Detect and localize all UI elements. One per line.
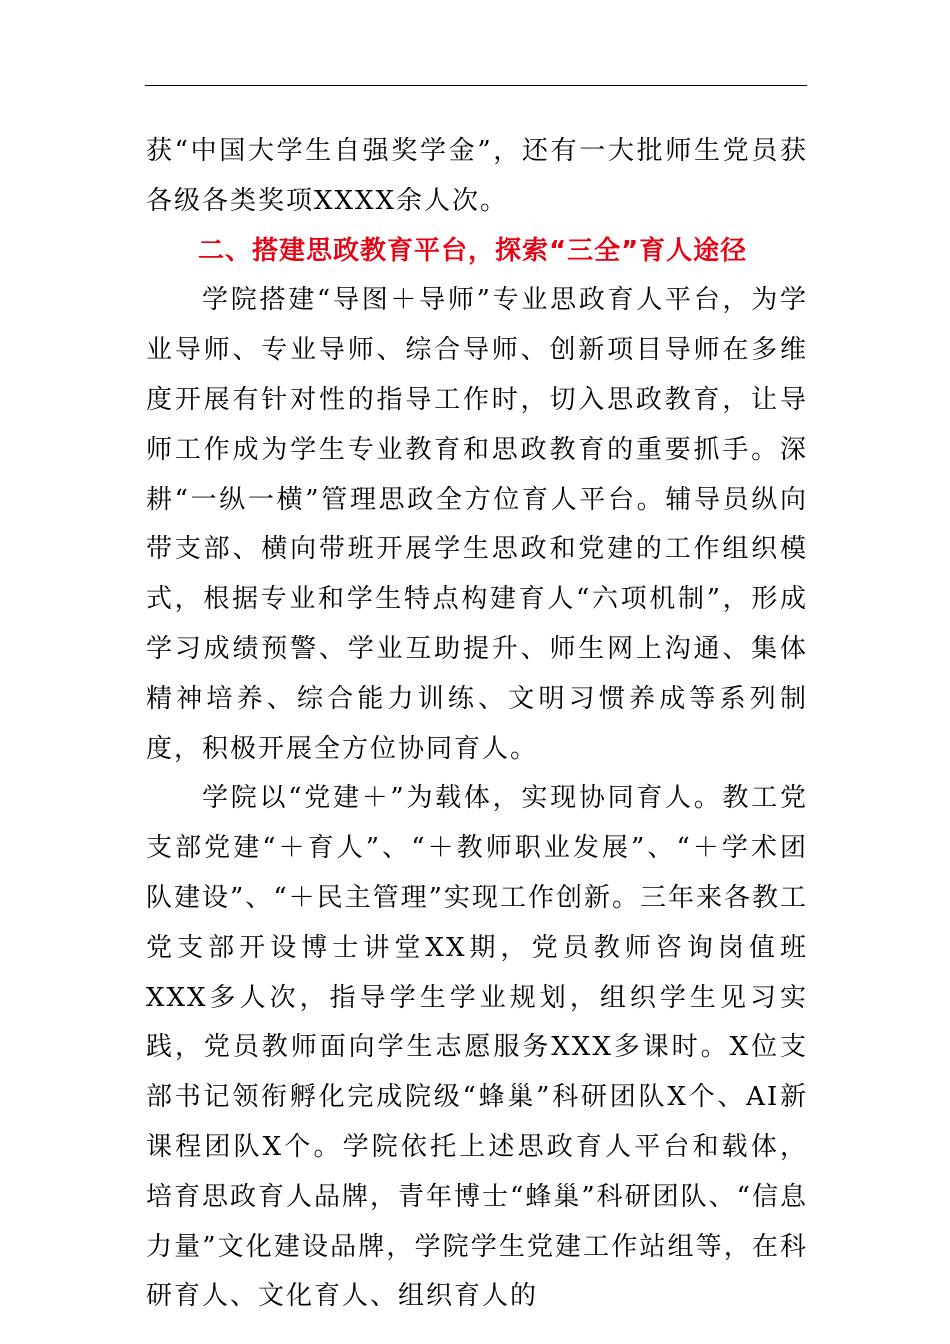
- header-rule: [145, 85, 807, 86]
- section-heading: 二、搭建思政教育平台，探索“三全”育人途径: [198, 235, 748, 266]
- continuation-paragraph: 获“中国大学生自强奖学金”，还有一大批师生党员获各级各类奖项XXXX余人次。: [146, 136, 808, 216]
- paragraph-1: 学院搭建“导图＋导师”专业思政育人平台，为学业导师、专业导师、综合导师、创新项目导师在多维度开展有针对性的指导工作时，切入思政教育，让导师工作成为学生专业教育和思政教育的重要抓手。深耕“一纵一横”管理思政全方位育人平台。辅导员纵向带支部、横向带班开展学生思政和党建的工作组织模式，根据专业和学生特点构建育人“六项机制”，形成学习成绩预警、学业互助提升、师生网上沟通、集体精神培养、综合能力训练、文明习惯养成等系列制度，积极开展全方位协同育人。: [146, 285, 808, 764]
- paragraph-2: 学院以“党建＋”为载体，实现协同育人。教工党支部党建“＋育人”、“＋教师职业发展”、“＋学术团队建设”、“＋民主管理”实现工作创新。三年来各教工党支部开设博士讲堂XX期，党员教师咨询岗值班XXX多人次，指导学生学业规划，组织学生见习实践，党员教师面向学生志愿服务XXX多课时。X位支部书记领衔孵化完成院级“蜂巢”科研团队X个、AI新课程团队X个。学院依托上述思政育人平台和载体，培育思政育人品牌，青年博士“蜂巢”科研团队、“信息力量”文化建设品牌，学院学生党建工作站组等，在科研育人、文化育人、组织育人的: [146, 783, 808, 1312]
- document-body: [146, 127, 808, 1322]
